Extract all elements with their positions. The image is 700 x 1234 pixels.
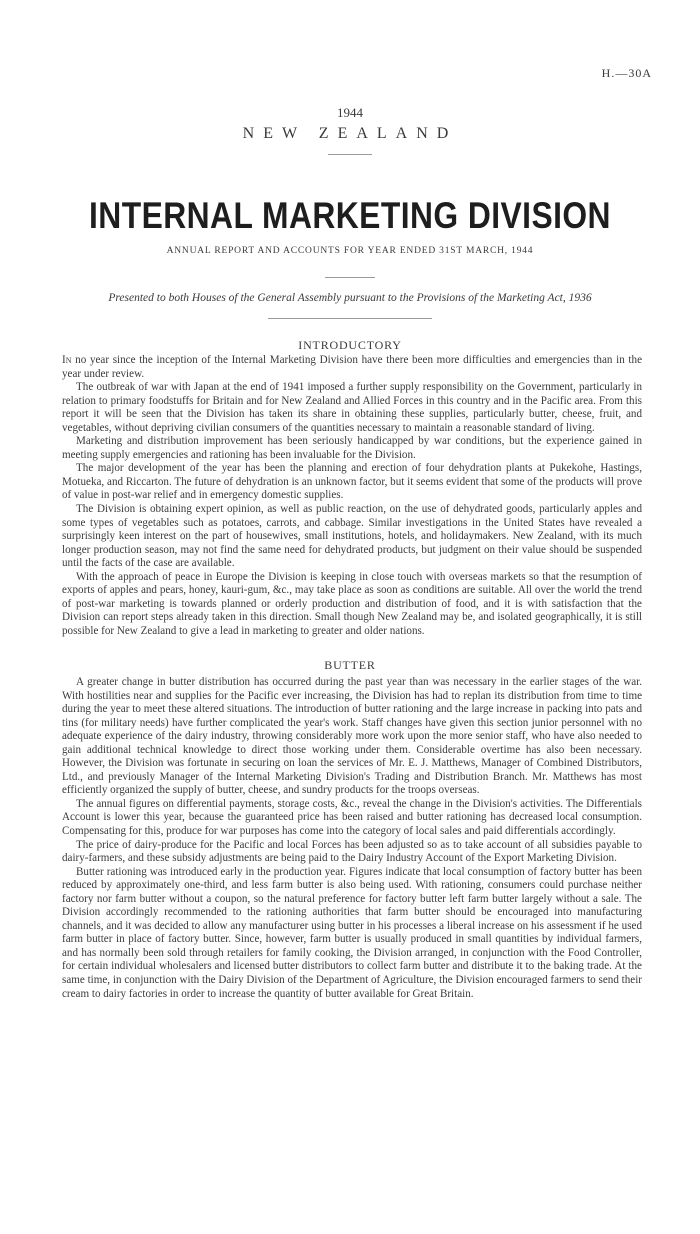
presented-divider: [268, 318, 432, 319]
paragraph: [62, 354, 642, 381]
country-heading: NEW ZEALAND: [242, 125, 458, 142]
drop-word: In: [62, 354, 72, 366]
section-heading-butter: BUTTER: [324, 658, 376, 672]
introductory-section: [62, 354, 642, 638]
paragraph: A greater change in butter distribution has occurred during the past year than was necessary in the earlier stages of the war. With hostilities near and supplies for the Pacific ever increasing, the Division has had to replan its distribution from time to time during the year to meet these altered situations. The introduction of butter rationing and the large increase in packing into pats and tins (for military needs) have further complicated the year's work. Staff changes have given this section junior personnel with no adequate experience of the dairy industry, throwing considerably more work upon the more senior staff, who have also needed to gain additional technical knowledge to direct those working under them. Considerable overtime has also been necessary. However, the Division was fortunate in securing on loan the services of Mr. E. J. Matthews, Manager of Combined Distributors, Ltd., and previously Manager of the Internal Marketing Division's Trading and Distribution Branch. Mr. Matthews has most efficiently organized the supply of butter, cheese, and sundry products for the troops overseas.: [62, 676, 642, 797]
paragraph-text: no year since the inception of the Internal Marketing Division have there been more difficulties and emergencies than in the year under review.: [62, 354, 642, 380]
paragraph: The annual figures on differential payments, storage costs, &c., reveal the change in the Division's activities. The Differentials Account is lower this year, because the guaranteed price has been raised and butter rationing has decreased local consumption. Compensating for this, produce for war purposes has come into the category of local sales and paid differentials accordingly.: [62, 797, 642, 838]
presentation-statement: Presented to both Houses of the General Assembly pursuant to the Provisions of the Marketing Act, 1936: [108, 292, 592, 304]
title-divider: [328, 154, 372, 155]
paragraph: Marketing and distribution improvement has been seriously handicapped by war conditions, but the experience gained in meeting supply emergencies and rationing has been invaluable for the Division.: [62, 435, 642, 461]
subtitle-divider: [325, 277, 375, 278]
paragraph: Butter rationing was introduced early in the production year. Figures indicate that local consumption of factory butter has been reduced by approximately one-third, and less farm butter is also being used. With rationing, consumers could purchase neither factory nor farm butter without a coupon, so the natural preference for factory butter left farm butter largely without a sale. The Division accordingly recommended to the rationing authorities that farm butter should be encouraged into manufacturing channels, and it was decided to allow any manufacturer using butter in his processes a liberal increase on his assessment if he used farm butter in place of factory butter. Since, however, farm butter is usually produced in small quantities by individual farmers, and has normally been sold through retailers for family cooking, the Division arranged, in conjunction with the Food Controller, for certain individual wholesalers and licensed butter distributors to collect farm butter and distribute it to the baking trade. At the same time, in conjunction with the Dairy Division of the Department of Agriculture, the Division encouraged farmers to send their cream to dairy factories in order to increase the quantity of butter available for Great Britain.: [62, 865, 642, 1000]
paragraph: With the approach of peace in Europe the Division is keeping in close touch with overseas markets so that the resumption of exports of apples and pears, honey, kauri-gum, &c., may take place as soon as conditions are suitable. All over the world the trend of post-war marketing is towards planned or orderly production and distribution of food, and it is with satisfaction that the Division can report steps already taken in this direction. Small though New Zealand may be, and isolated geographically, it is still possible for New Zealand to give a lead in marketing to greater and older nations.: [62, 570, 642, 637]
document-reference: H.—30A: [601, 66, 652, 80]
paragraph: The Division is obtaining expert opinion, as well as public reaction, on the use of dehydrated goods, particularly apples and some types of vegetables such as potatoes, carrots, and cabbage. Similar investigations in the United States have revealed a surprisingly keen interest on the part of housewives, small institutions, hotels, and holidaymakers. New Zealand, with its much longer production season, may not find the same need for dehydrated products, but judgment on their value should be suspended until the facts of the case are available.: [62, 503, 642, 570]
paragraph: The price of dairy-produce for the Pacific and local Forces has been adjusted so as to take account of all subsidies payable to dairy-farmers, and these subsidy adjustments are being paid to the Dairy Industry Account of the Export Marketing Division.: [62, 838, 642, 865]
butter-section: [62, 676, 642, 1001]
report-subtitle: ANNUAL REPORT AND ACCOUNTS FOR YEAR ENDED 31ST MARCH, 1944: [166, 246, 534, 256]
paragraph: The major development of the year has been the planning and erection of four dehydration plants at Pukekohe, Hastings, Motueka, and Riccarton. The future of dehydration is an unknown factor, but it seems evident that some of the products will prove of value in post-war relief and in emergency domestic supplies.: [62, 462, 642, 502]
report-year: 1944: [337, 105, 363, 120]
paragraph: The outbreak of war with Japan at the end of 1941 imposed a further supply responsibility on the Government, particularly in relation to primary foodstuffs for Britain and for New Zealand and Allied Forces in this country and in the Pacific area. From this report it will be seen that the Division has taken its share in obtaining these supplies, particularly butter, cheese, fruit, and vegetables, without depriving civilian consumers of the quantities necessary to maintain a reasonable standard of living.: [62, 381, 642, 434]
main-title: INTERNAL MARKETING DIVISION: [89, 195, 611, 236]
section-heading-introductory: INTRODUCTORY: [298, 338, 402, 352]
